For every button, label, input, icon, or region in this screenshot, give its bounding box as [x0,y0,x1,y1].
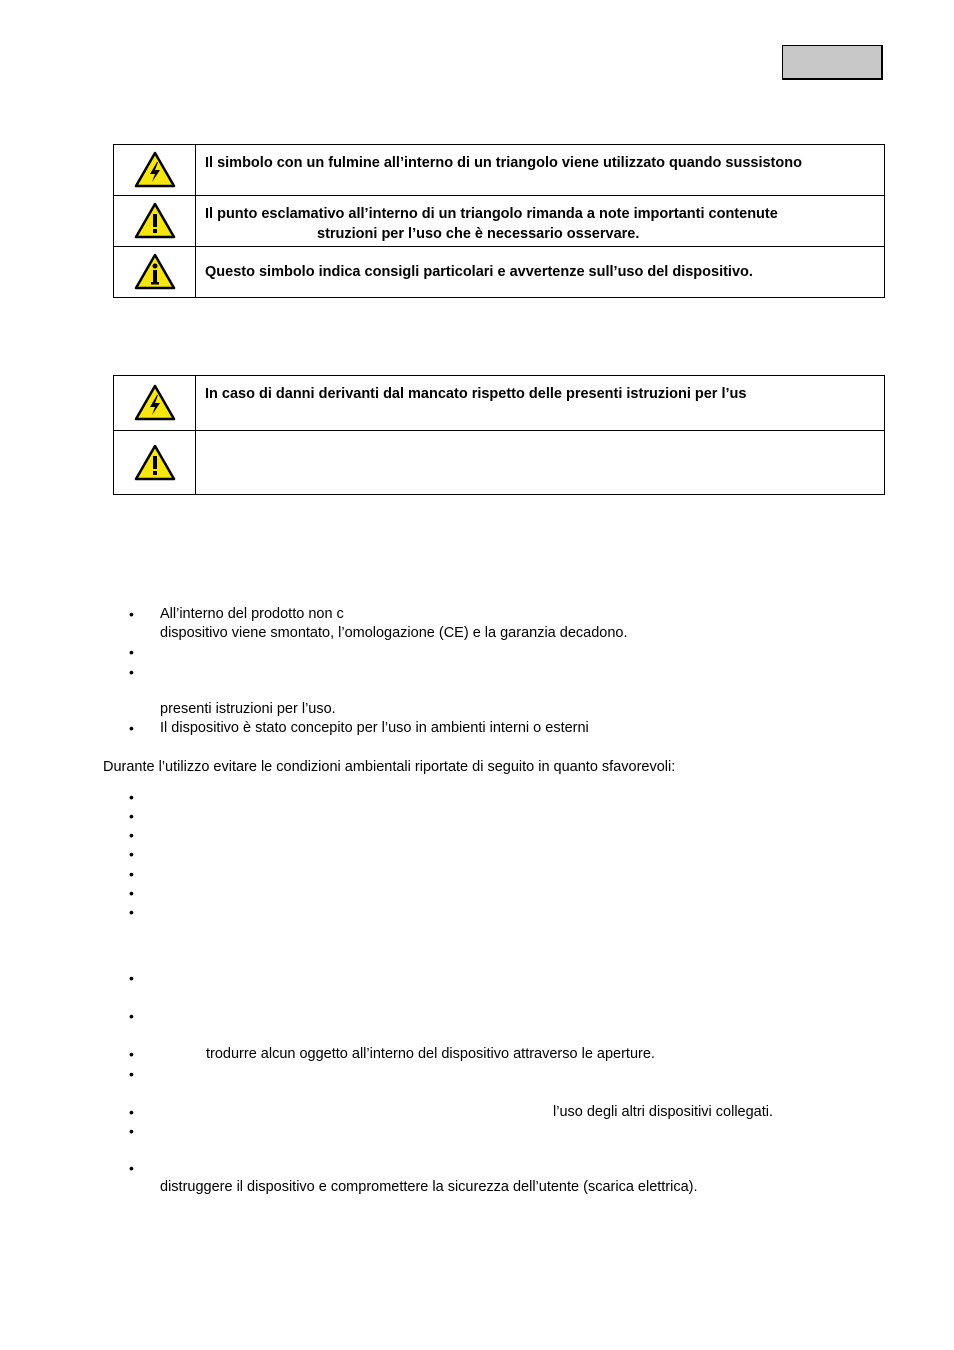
symbol-description: Il simbolo con un fulmine all’interno di un triangolo viene utilizzato quando sussistono [196,145,885,196]
list-bullet: • [129,664,134,680]
list-bullet: • [129,1160,134,1176]
warning-text [196,431,885,495]
symbol-description: Questo simbolo indica consigli particolari e avvertenze sull’uso del dispositivo. [196,247,885,298]
list-bullet: • [129,1123,134,1139]
language-tab [782,45,883,80]
list-bullet: • [129,827,134,843]
environment-intro: Durante l’utilizzo evitare le condizioni ambientali riportate di seguito in quanto sfavorevoli: [103,759,676,775]
lightning-warning-icon [114,376,196,431]
list-item-text: distruggere il dispositivo e compromettere la sicurezza dell’utente (scarica elettrica). [160,1179,698,1195]
list-item-text: presenti istruzioni per l’uso. [160,701,336,717]
list-bullet: • [129,904,134,920]
list-bullet: • [129,606,134,622]
list-bullet: • [129,1008,134,1024]
list-bullet: • [129,866,134,882]
list-bullet: • [129,720,134,736]
symbols-table [113,144,885,298]
list-bullet: • [129,808,134,824]
list-item-text: Il dispositivo è stato concepito per l’uso in ambienti interni o esterni [160,720,589,736]
list-item-text: dispositivo viene smontato, l’omologazione (CE) e la garanzia decadono. [160,625,628,641]
exclamation-warning-icon [114,431,196,495]
list-bullet: • [129,644,134,660]
list-bullet: • [129,1066,134,1082]
warning-text: In caso di danni derivanti dal mancato rispetto delle presenti istruzioni per l’us [196,376,885,431]
warnings-table [113,375,885,495]
list-bullet: • [129,1046,134,1062]
list-bullet: • [129,789,134,805]
list-bullet: • [129,1104,134,1120]
symbol-description: Il punto esclamativo all’interno di un triangolo rimanda a note importanti contenute struzioni per l’uso che è necessario osservare. [196,196,885,247]
list-bullet: • [129,846,134,862]
list-bullet: • [129,970,134,986]
list-bullet: • [129,885,134,901]
list-item-text: l’uso degli altri dispositivi collegati. [553,1104,774,1120]
exclamation-warning-icon [114,196,196,247]
lightning-warning-icon [114,145,196,196]
list-item-text: All’interno del prodotto non c [160,606,344,622]
info-icon [114,247,196,298]
list-item-text: trodurre alcun oggetto all’interno del dispositivo attraverso le aperture. [206,1046,655,1062]
